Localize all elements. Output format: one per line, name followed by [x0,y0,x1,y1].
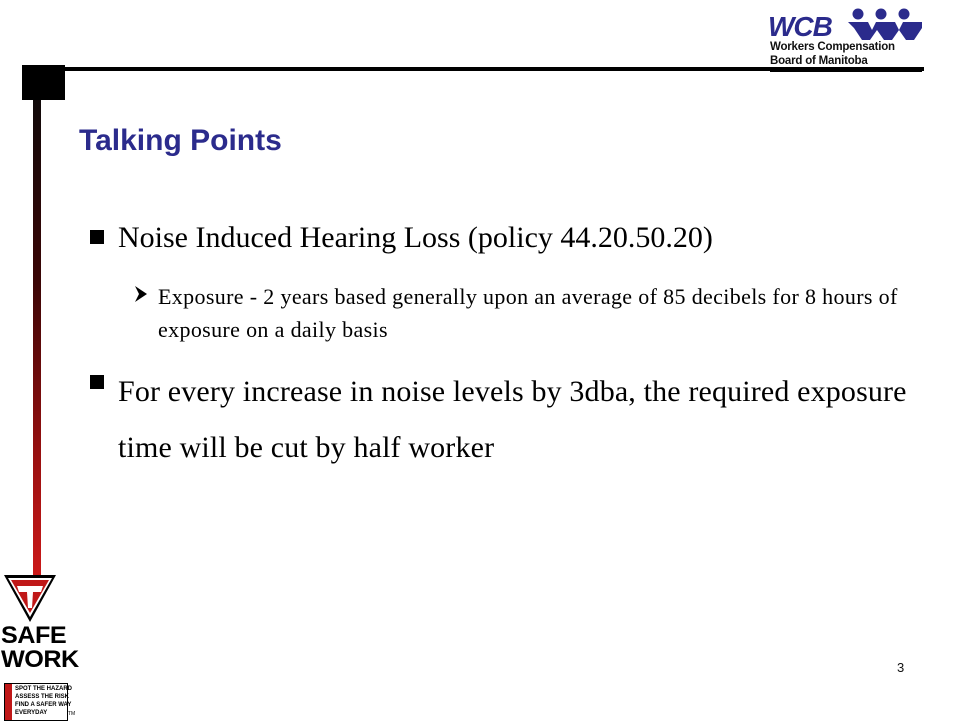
wcb-people-icon [848,8,926,42]
wcb-logo [766,8,926,74]
tagline-accent-bar [5,684,12,720]
square-bullet-icon [90,230,104,244]
tagline-line: ASSESS THE RISK [15,694,70,700]
tagline-lines [15,685,72,717]
hammer-icon [2,572,58,624]
work-word: WORK [1,646,79,673]
tagline-line: EVERYDAY [15,710,48,716]
tagline-line: FIND A SAFER WAY [15,702,72,708]
tagline-line: SPOT THE HAZARD [15,686,72,692]
safe-work-logo [0,570,80,720]
page-number: 3 [897,660,905,675]
square-bullet-icon [90,375,104,389]
bullet-text-1: Noise Induced Hearing Loss (policy 44.20.50.20) [118,221,713,254]
arrow-right-icon [133,285,149,303]
slide-title: Talking Points [79,124,282,157]
sub-bullet-text-1: Exposure - 2 years based generally upon an average of 85 decibels for 8 hours of exposure on a daily basis [158,284,898,342]
trademark-mark: TM [68,711,76,717]
wcb-logo-underline [770,69,922,72]
wcb-logo-line1: Workers Compensation [770,41,895,53]
bullet-text-2: For every increase in noise levels by 3dba, the required exposure time will be cut by half worker [118,375,907,464]
frame-corner-square [22,65,65,100]
safe-word: SAFE [1,622,67,649]
frame-vertical-line [33,72,41,590]
wcb-logo-word: WCB [768,11,832,42]
wcb-logo-line2: Board of Manitoba [770,55,868,67]
